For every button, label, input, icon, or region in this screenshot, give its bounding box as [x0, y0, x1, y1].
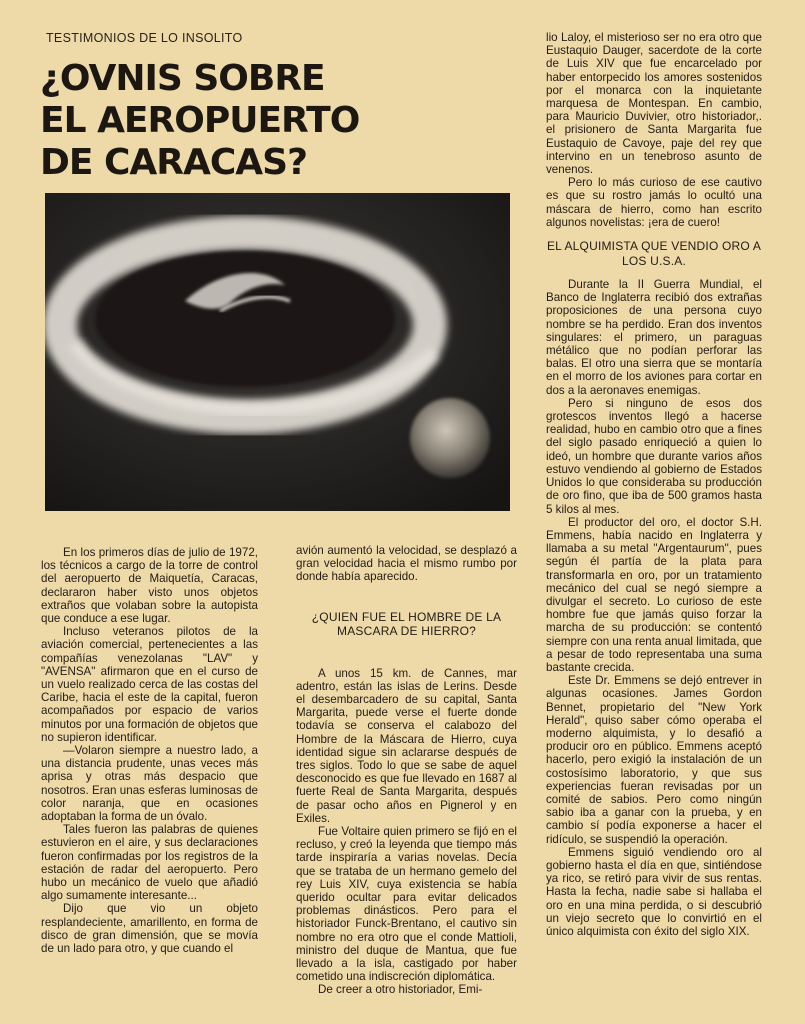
paragraph: avión aumentó la velocidad, se desplazó a gran velocidad hacia el mismo rumbo por donde había aparecido. — [296, 544, 517, 584]
paragraph: Pero si ninguno de esos dos grotescos inventos llegó a hacerse realidad, hubo en cambio otro que a fines del siglo pasado enriqueció a quien lo ideó, un hombre que durante varios años estuvo vendiendo al gobierno de Estados Unidos lo que consideraba su producción de oro fino, que iba de 500 gramos hasta 5 kilos al mes. — [546, 396, 762, 516]
paragraph: Este Dr. Emmens se dejó entrever in algunas ocasiones. James Gordon Bennet, propietario del "New York Herald", quiso saber cómo operaba el moderno alquimista, y lo desafió a producir oro en público. Emmens aceptó hacerlo, pero exigió la instalación de un costosísimo laboratorio, y que sus experiencias fueran revisadas por un comité de sabios. Pero como ningún sabio iba a ganar con la prueba, y en cambio sí podía exponerse a hacer el ridículo, se suspendió la operación. — [546, 674, 762, 846]
ufo-photograph — [45, 193, 510, 511]
headline-line-1: ¿OVNIS SOBRE — [40, 58, 325, 99]
section-kicker: TESTIMONIOS DE LO INSOLITO — [46, 31, 243, 45]
column-1 — [41, 546, 258, 955]
paragraph: Emmens siguió vendiendo oro al gobierno hasta el día en que, sintiéndose ya rico, se retiró para vivir de sus rentas. Hasta la fecha, nadie sabe si hallaba el oro en una mina perdida, o si descubrió un viejo secreto que lo convirtió en el único alquimista con éxito del siglo XIX. — [546, 845, 762, 938]
column-3 — [546, 31, 762, 938]
paragraph: Fue Voltaire quien primero se fijó en el recluso, y creó la leyenda que tiempo más tarde inspiraría a varias novelas. Decía que se trataba de un hermano gemelo del rey Luis XIV, cuya existencia se había querido ocultar para evitar delicados problemas dinásticos. Pero para el historiador Funck-Brentano, el cautivo sin nombre no era otro que el conde Mattioli, ministro del duque de Mantua, que fue llevado a la isla, castigado por haber cometido una indiscreción diplomática. — [296, 825, 517, 984]
subheading-iron-mask: ¿QUIEN FUE EL HOMBRE DE LA MASCARA DE HIERRO? — [311, 609, 502, 639]
paragraph: Incluso veteranos pilotos de la aviación comercial, pertenecientes a las compañías venezolanas "LAV" y "AVENSA" afirmaron que en el curso de un vuelo realizado cerca de las costas del Caribe, hacia el este de la capital, fueron acompañados por espacio de varios minutos por una formación de objetos que no supieron identificar. — [41, 625, 258, 744]
subheading-alchemist: EL ALQUIMISTA QUE VENDIO ORO A LOS U.S.A. — [546, 239, 762, 268]
paragraph: Durante la II Guerra Mundial, el Banco de Inglaterra recibió dos extrañas proposiciones de una persona cuyo nombre se ha perdido. Eran dos inventos singulares: el primero, un paraguas métálico que no podían perforar las balas. El otro una sierra que se montaría en el morro de los aviones para cortar en dos a la aeronaves enemigas. — [546, 278, 762, 397]
paragraph: A unos 15 km. de Cannes, mar adentro, están las islas de Lerins. Desde el desembarcadero de su capital, Santa Margarita, puede verse el fuerte donde todavía se conserva el calabozo del Hombre de la Máscara de Hierro, cuya identidad sigue sin aclararse después de tres siglos. Todo lo que se sabe de aquel desconocido es que fue llevado en 1687 al fuerte Real de Santa Margarita, después de pasar ocho años en Pignerol y en Exiles. — [296, 666, 517, 825]
paragraph: En los primeros días de julio de 1972, los técnicos a cargo de la torre de control del aeropuerto de Maiquetía, Caracas, declararon haber visto unos objetos extraños que volaban sobre la autopista que conduce a ese lugar. — [41, 546, 258, 626]
ufo-photo-image — [45, 193, 510, 511]
headline-line-3: DE CARACAS? — [40, 142, 307, 183]
column-2 — [296, 544, 517, 997]
paragraph: El productor del oro, el doctor S.H. Emmens, había nacido en Inglaterra y llamaba a su metal "Argentaurum", pues según él partía de la plata para transformarla en oro, por un tratamiento mecánico del cual se negó siempre a divulgar el secreto. Lo curioso de este hombre fue que jamás quiso forzar la marcha de su producción: se contentó siempre con una renta anual limitada, que a pesar de todo representaba una suma bastante crecida. — [546, 515, 762, 674]
paragraph: Tales fueron las palabras de quienes estuvieron en el aire, y sus declaraciones fueron confirmadas por los registros de la estación de radar del aeropuerto. Pero hubo un mecánico de vuelo que añadió algo sumamente interesante... — [41, 823, 258, 903]
paragraph: lio Laloy, el misterioso ser no era otro que Eustaquio Dauger, sacerdote de la corte de Luis XIV que fue encarcelado por haber entorpecido los amores sostenidos por el monarca con la inquietante marquesa de Montespan. En cambio, para Mauricio Duvivier, otro historiador,. el prisionero de Santa Margarita fue Eustaquio de Cavoye, paje del rey que intervino en un tenebroso asunto de venenos. — [546, 31, 762, 177]
paragraph: Dijo que vio un objeto resplandeciente, amarillento, en forma de disco de gran dimensión, que se movía de un lado para otro, y que cuando el — [41, 902, 258, 956]
paragraph: De creer a otro historiador, Emi- — [318, 983, 483, 997]
paragraph: Pero lo más curioso de ese cautivo es que su rostro jamás lo ocultó una máscara de hierro, como han escrito algunos novelistas: ¡era de cuero! — [546, 176, 762, 229]
paragraph: —Volaron siempre a nuestro lado, a una distancia prudente, unas veces más aprisa y otras más despacio que nosotros. Eran unas esferas luminosas de color naranja, que en ocasiones adoptaban la forma de un óvalo. — [41, 744, 258, 824]
article-headline — [40, 58, 520, 184]
headline-line-2: EL AEROPUERTO — [40, 100, 360, 141]
